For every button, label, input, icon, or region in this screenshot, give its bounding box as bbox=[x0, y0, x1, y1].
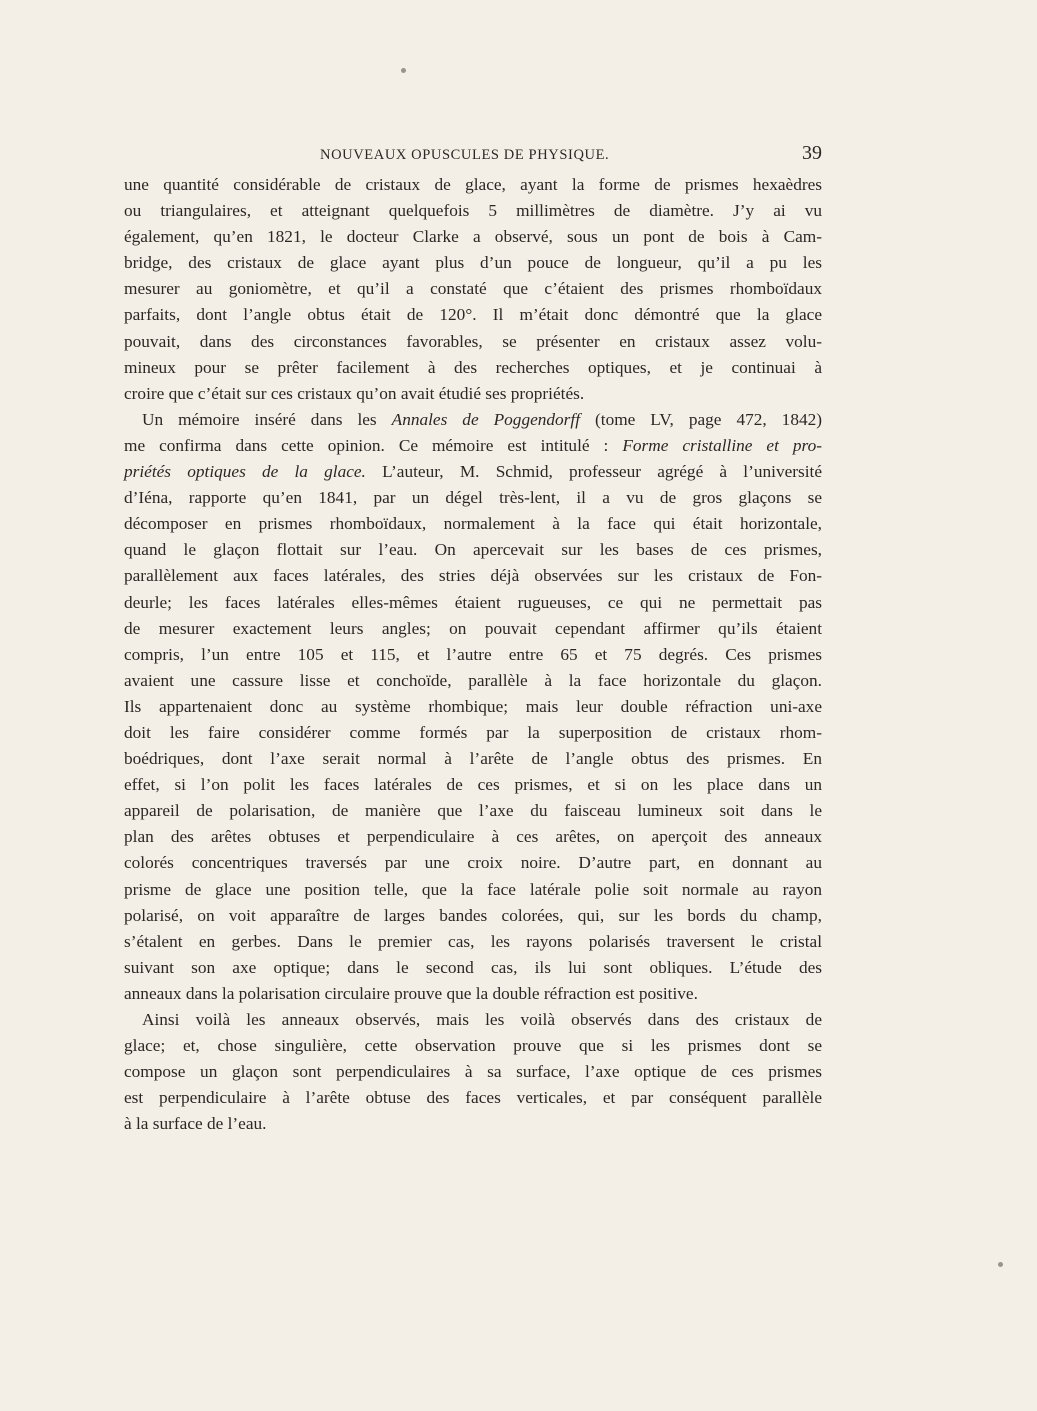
text-line: également, qu’en 1821, le docteur Clarke a observé, sous un pont de bois à Cam- bbox=[124, 227, 822, 247]
paper-speck bbox=[401, 68, 406, 73]
text-line: polarisé, on voit apparaître de larges bandes colorées, qui, sur les bords du champ, bbox=[124, 905, 822, 925]
text-line: quand le glaçon flottait sur l’eau. On apercevait sur les bases de ces prismes, bbox=[124, 540, 822, 560]
text-line: appareil de polarisation, de manière que l’axe du faisceau lumineux soit dans le bbox=[124, 801, 822, 821]
text-line: de mesurer exactement leurs angles; on pouvait cependant affirmer qu’ils étaient bbox=[124, 618, 822, 638]
page-header bbox=[124, 142, 822, 167]
text-line: effet, si l’on polit les faces latérales de ces prismes, et si on les place dans un bbox=[124, 775, 822, 795]
text-line bbox=[124, 433, 822, 459]
text-line: plan des arêtes obtuses et perpendiculaire à ces arêtes, on aperçoit des anneaux bbox=[124, 827, 822, 847]
text-run: Un mémoire inséré dans les bbox=[142, 409, 392, 429]
text-line: prisme de glace une position telle, que la face latérale polie soit normale au rayon bbox=[124, 879, 822, 899]
memoir-title: Forme cristalline et pro- bbox=[622, 435, 823, 455]
text-line: parfaits, dont l’angle obtus était de 120°. Il m’était donc démontré que la glace bbox=[124, 305, 822, 325]
text-line: s’étalent en gerbes. Dans le premier cas, les rayons polarisés traversent le cristal bbox=[124, 931, 822, 951]
journal-title: Annales de Poggendorff bbox=[391, 409, 581, 429]
text-line: avaient une cassure lisse et conchoïde, parallèle à la face horizontale du glaçon. bbox=[124, 670, 822, 690]
page-number: 39 bbox=[802, 142, 822, 164]
text-line: ou triangulaires, et atteignant quelquefois 5 millimètres de diamètre. J’y ai vu bbox=[124, 201, 822, 221]
text-run: me confirma dans cette opinion. Ce mémoire est intitulé : bbox=[124, 435, 623, 455]
text-line bbox=[124, 407, 822, 433]
text-line: parallèlement aux faces latérales, des stries déjà observées sur les cristaux de Fon- bbox=[124, 566, 822, 586]
text-run: (tome LV, page 472, 1842) bbox=[580, 409, 823, 429]
text-line: doit les faire considérer comme formés par la superposition de cristaux rhom- bbox=[124, 722, 822, 742]
text-line: Ils appartenaient donc au système rhombique; mais leur double réfraction uni-axe bbox=[124, 696, 822, 716]
text-line: glace; et, chose singulière, cette observation prouve que si les prismes dont se bbox=[124, 1036, 822, 1056]
text-line: pouvait, dans des circonstances favorables, se présenter en cristaux assez volu- bbox=[124, 331, 822, 351]
text-line: croire que c’était sur ces cristaux qu’on avait étudié ses propriétés. bbox=[124, 383, 585, 403]
text-line: mesurer au goniomètre, et qu’il a constaté que c’étaient des prismes rhomboïdaux bbox=[124, 279, 822, 299]
text-line: une quantité considérable de cristaux de glace, ayant la forme de prismes hexaèdres bbox=[124, 175, 822, 194]
text-line: deurle; les faces latérales elles-mêmes étaient rugueuses, ce qui ne permettait pas bbox=[124, 592, 822, 612]
text-line: Ainsi voilà les anneaux observés, mais les voilà observés dans des cristaux de bbox=[142, 1010, 822, 1029]
text-line: d’Iéna, rapporte qu’en 1841, par un dégel très-lent, il a vu de gros glaçons se bbox=[124, 488, 822, 508]
text-line: boédriques, dont l’axe serait normal à l’arête de l’angle obtus des prismes. En bbox=[124, 749, 822, 769]
text-line: décomposer en prismes rhomboïdaux, normalement à la face qui était horizontale, bbox=[124, 514, 822, 534]
memoir-title: priétés optiques de la glace. bbox=[124, 462, 366, 482]
text-line: compose un glaçon sont perpendiculaires à sa surface, l’axe optique de ces prismes bbox=[124, 1062, 822, 1082]
text-line: mineux pour se prêter facilement à des recherches optiques, et je continuai à bbox=[124, 357, 822, 377]
text-line: à la surface de l’eau. bbox=[124, 1114, 267, 1134]
text-line: anneaux dans la polarisation circulaire prouve que la double réfraction est positive. bbox=[124, 983, 698, 1003]
running-title: NOUVEAUX OPUSCULES DE PHYSIQUE. bbox=[320, 147, 610, 163]
text-line: est perpendiculaire à l’arête obtuse des faces verticales, et par conséquent parallèle bbox=[124, 1088, 822, 1108]
text-line: suivant son axe optique; dans le second cas, ils lui sont obliques. L’étude des bbox=[124, 957, 822, 977]
text-line bbox=[124, 459, 822, 485]
text-line: compris, l’un entre 105 et 115, et l’autre entre 65 et 75 degrés. Ces prismes bbox=[124, 644, 822, 664]
text-run: L’auteur, M. Schmid, professeur agrégé à l’université bbox=[365, 462, 823, 482]
text-line: colorés concentriques traversés par une croix noire. D’autre part, en donnant au bbox=[124, 853, 822, 873]
page-body bbox=[124, 172, 822, 1137]
text-line: bridge, des cristaux de glace ayant plus d’un pouce de longueur, qu’il a pu les bbox=[124, 253, 822, 273]
paper-speck bbox=[998, 1262, 1003, 1267]
